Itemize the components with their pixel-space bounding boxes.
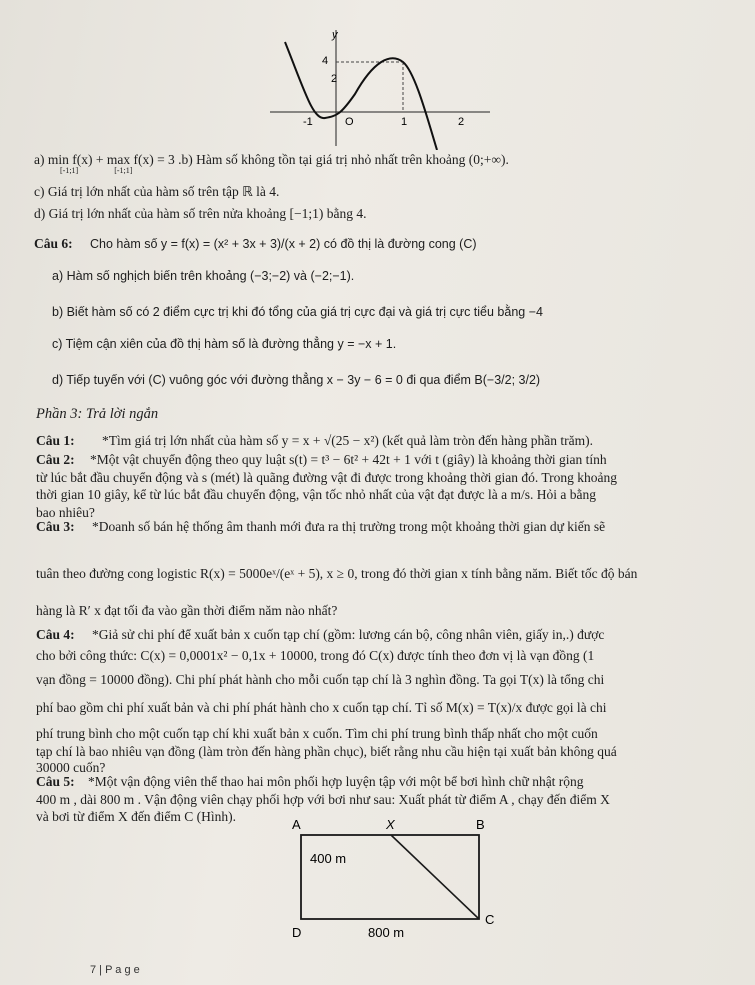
q4-row (36, 627, 604, 643)
q5-subscripts (60, 166, 132, 175)
q6-stem-row (34, 236, 477, 252)
point-D: D (292, 925, 302, 940)
q2-label: Câu 2: (36, 452, 75, 467)
point-A: A (292, 817, 301, 832)
q4-line-3: vạn đồng = 10000 đồng). Chi phí phát hành cho mỗi cuốn tạp chí là 3 nghìn đồng. Ta gọi T(x) là tổng chi (36, 672, 605, 687)
q2-line-4: bao nhiêu? (36, 505, 95, 520)
tick-label-1: 1 (401, 116, 408, 128)
q5-statement-c: c) Giá trị lớn nhất của hàm số trên tập ℝ là 4. (34, 184, 280, 199)
q2-row (36, 452, 607, 468)
width-label: 400 m (310, 851, 347, 866)
q5-line-1: *Một vận động viên thể thao hai môn phối hợp luyện tập với một bể bơi hình chữ nhật rộng (88, 774, 584, 789)
q4-line-2: cho bởi công thức: C(x) = 0,0001x² − 0,1x + 10000, trong đó C(x) được tính theo đơn vị là vạn đồng (1 (36, 648, 595, 663)
q4-line-1: *Giả sử chi phí để xuất bản x cuốn tạp chí (gồm: lương cán bộ, công nhân viên, giấy in,.) được (92, 627, 605, 642)
page-footer: 7 | P a g e (90, 964, 140, 976)
q6-statement-c: c) Tiệm cận xiên của đồ thị hàm số là đường thẳng y = −x + 1. (52, 337, 397, 351)
pool-rectangle (301, 835, 479, 919)
q4-label: Câu 4: (36, 627, 75, 642)
q3-line-1: *Doanh số bán hệ thống âm thanh mới đưa ra thị trường trong một khoảng thời gian dự kiến sẽ (92, 519, 606, 534)
q6-statement-d: d) Tiếp tuyến với (C) vuông góc với đường thẳng x − 3y − 6 = 0 đi qua điểm B(−3/2; 3/2) (52, 373, 541, 387)
q5-line-3: và bơi từ điểm X đến điểm C (Hình). (36, 809, 237, 824)
q4-line-4: phí bao gồm chi phí xuất bản và chi phí phát hành cho x cuốn tạp chí. Tỉ số M(x) = T(x)/x được gọi là chi (36, 700, 607, 715)
q4-line-5: phí trung bình cho một cuốn tạp chí khi xuất bản x cuốn. Tìm chi phí trung bình thấp nhất cho một cuốn (36, 726, 598, 741)
tick-label-2x: 2 (458, 116, 465, 128)
function-graph (265, 22, 495, 150)
q5-subscript-max: [-1;1] (114, 166, 133, 175)
q3-row (36, 519, 605, 535)
cubic-curve (285, 42, 437, 150)
q1-text: *Tìm giá trị lớn nhất của hàm số y = x + √(25 − x²) (kết quả làm tròn đến hàng phần trăm). (102, 433, 593, 448)
q4-line-6: tạp chí là bao nhiêu vạn đồng (làm tròn đến hàng phần chục), biết rằng nhu cầu hiện tại xuất bản không quá (36, 744, 617, 759)
q4-line-7: 30000 cuốn? (36, 760, 106, 775)
q2-line-2: từ lúc bắt đầu chuyển động và s (mét) là quãng đường vật đi được trong khoảng thời gian đó. Trong khoảng (36, 470, 618, 485)
q1-row (36, 433, 593, 449)
q6-statement-a: a) Hàm số nghịch biến trên khoảng (−3;−2) và (−2;−1). (52, 269, 355, 283)
part3-heading: Phần 3: Trả lời ngắn (36, 406, 159, 422)
point-C: C (485, 912, 495, 927)
q6-statement-b: b) Biết hàm số có 2 điểm cực trị khi đó tổng của giá trị cực đại và giá trị cực tiểu bằng −4 (52, 305, 543, 319)
pool-figure (280, 815, 505, 950)
q5-label: Câu 5: (36, 774, 75, 789)
q2-line-3: thời gian 10 giây, kể từ lúc bắt đầu chuyển động, vận tốc nhỏ nhất của vật đạt được là a m/s. Hỏi a bằng (36, 487, 597, 502)
tick-label-origin: O (345, 116, 354, 128)
q5-statement-a: a) min f(x) + max f(x) = 3 .b) Hàm số không tồn tại giá trị nhỏ nhất trên khoảng (0;+∞). (34, 152, 509, 167)
tick-label-4: 4 (322, 55, 329, 67)
q5-statement-d: d) Giá trị lớn nhất của hàm số trên nửa khoảng [−1;1) bằng 4. (34, 206, 367, 221)
q3-line-3: hàng là R′ x đạt tối đa vào gần thời điểm năm nào nhất? (36, 603, 338, 618)
tick-label-neg1: -1 (303, 116, 313, 128)
q1-label: Câu 1: (36, 433, 75, 448)
q3-line-2: tuân theo đường cong logistic R(x) = 5000eˣ/(eˣ + 5), x ≥ 0, trong đó thời gian x tính bằng năm. Biết tốc độ bán (36, 566, 638, 581)
q5-line-2: 400 m , dài 800 m . Vận động viên chạy phối hợp với bơi như sau: Xuất phát từ điểm A , chạy đến điểm X (36, 792, 610, 807)
q6-stem: Cho hàm số y = f(x) = (x² + 3x + 3)/(x + 2) có đồ thị là đường cong (C) (90, 237, 477, 251)
q6-label: Câu 6: (34, 236, 73, 251)
q2-line-1: *Một vật chuyển động theo quy luật s(t) = t³ − 6t² + 42t + 1 với t (giây) là khoảng thời gian tính (90, 452, 607, 467)
point-B: B (476, 817, 485, 832)
point-X: X (386, 817, 395, 832)
length-label: 800 m (368, 925, 405, 940)
q5-row (36, 774, 584, 790)
tick-label-2: 2 (331, 73, 338, 85)
q3-label: Câu 3: (36, 519, 75, 534)
q5-subscript-min: [-1;1] (60, 166, 79, 175)
swim-path (391, 835, 479, 919)
y-axis-label: y (332, 29, 338, 41)
